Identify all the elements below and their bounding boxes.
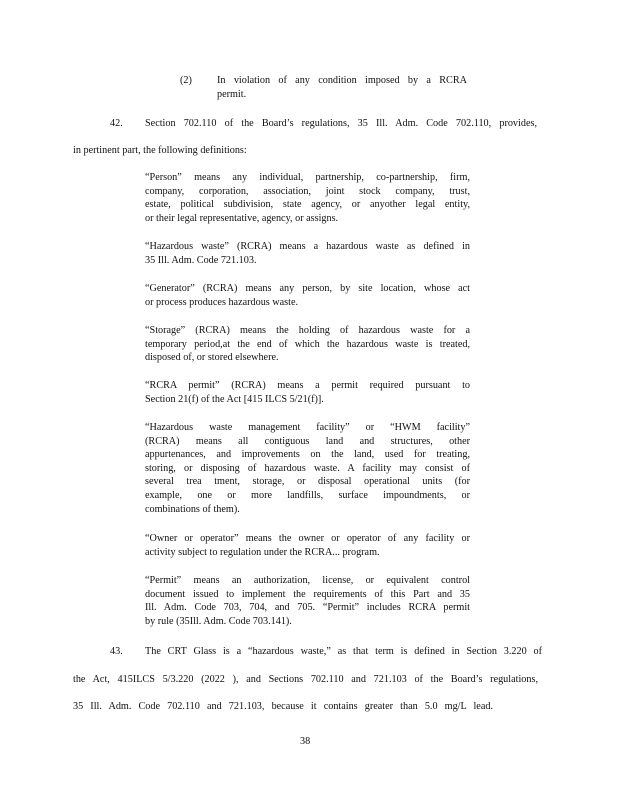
definition-line: Ill. Adm. Code 703, 704, and 705. “Permit” includes RCRA permit [145, 602, 470, 614]
definition-hazardous-waste [145, 240, 470, 267]
page-number: 38 [300, 736, 311, 747]
definition-line: or process produces hazardous waste. [145, 296, 299, 308]
paragraph-43-line-1: The CRT Glass is a “hazardous waste,” as that term is defined in Section 3.220 of [145, 646, 542, 657]
definition-line: “Owner or operator” means the owner or operator of any facility or [145, 533, 470, 544]
definition-owner-or-operator [145, 532, 470, 559]
definition-line: example, one or more landfills, surface impoundments, or [145, 489, 470, 501]
definition-line: or their legal representative, agency, or assigns. [145, 212, 339, 224]
definition-line: combinations of them). [145, 503, 240, 515]
definition-line: storing, or disposing of hazardous waste. A facility may consist of [145, 462, 470, 474]
definition-storage [145, 324, 470, 365]
paragraph-42-line-1: Section 702.110 of the Board’s regulations, 35 Ill. Adm. Code 702.110, provides, [145, 118, 537, 129]
paragraph-43-line-2: the Act, 415ILCS 5/3.220 (2022 ), and Sections 702.110 and 721.103 of the Board’s regulations, [73, 674, 538, 685]
item-2-line-1: In violation of any condition imposed by a RCRA [217, 75, 467, 86]
definition-rcra-permit [145, 379, 470, 406]
definition-line: 35 Ill. Adm. Code 721.103. [145, 254, 257, 266]
item-2-line-2: permit. [217, 89, 247, 100]
definition-line: appurtenances, and improvements on the land, used for treating, [145, 449, 470, 461]
definition-generator [145, 282, 470, 309]
definition-line: “Hazardous waste management facility” or “HWM facility” [145, 422, 470, 433]
definition-line: (RCRA) means all contiguous land and structures, other [145, 435, 470, 447]
definition-permit [145, 574, 470, 628]
definition-line: “Storage” (RCRA) means the holding of hazardous waste for a [145, 325, 470, 336]
paragraph-42-number: 42. [110, 118, 123, 129]
definition-line: “Permit” means an authorization, license, or equivalent control [145, 575, 470, 586]
definition-line: estate, political subdivision, state agency, or anyother legal entity, [145, 199, 470, 211]
definition-line: by rule (35Ill. Adm. Code 703.141). [145, 615, 292, 627]
definition-hwm-facility [145, 421, 470, 516]
definition-line: “Generator” (RCRA) means any person, by site location, whose act [145, 283, 470, 294]
definition-line: “Person” means any individual, partnership, co-partnership, firm, [145, 172, 470, 183]
definition-line: company, corporation, association, joint stock company, trust, [145, 185, 470, 197]
definition-line: several trea tment, storage, or disposal operational units (for [145, 476, 470, 488]
definition-line: “Hazardous waste” (RCRA) means a hazardous waste as defined in [145, 241, 470, 252]
definition-line: disposed of, or stored elsewhere. [145, 352, 279, 364]
definition-person [145, 171, 470, 225]
definition-line: “RCRA permit” (RCRA) means a permit required pursuant to [145, 380, 470, 391]
item-2-marker: (2) [180, 75, 192, 86]
definition-line: temporary period,at the end of which the hazardous waste is treated, [145, 338, 470, 350]
definition-line: activity subject to regulation under the RCRA... program. [145, 546, 380, 558]
definition-line: document issued to implement the requirements of this Part and 35 [145, 588, 470, 600]
paragraph-43-line-3: 35 Ill. Adm. Code 702.110 and 721.103, because it contains greater than 5.0 mg/L lead. [73, 701, 493, 712]
definition-line: Section 21(f) of the Act [415 ILCS 5/21(f)]. [145, 393, 324, 405]
paragraph-43-number: 43. [110, 646, 123, 657]
paragraph-42-line-2: in pertinent part, the following definitions: [73, 145, 247, 156]
